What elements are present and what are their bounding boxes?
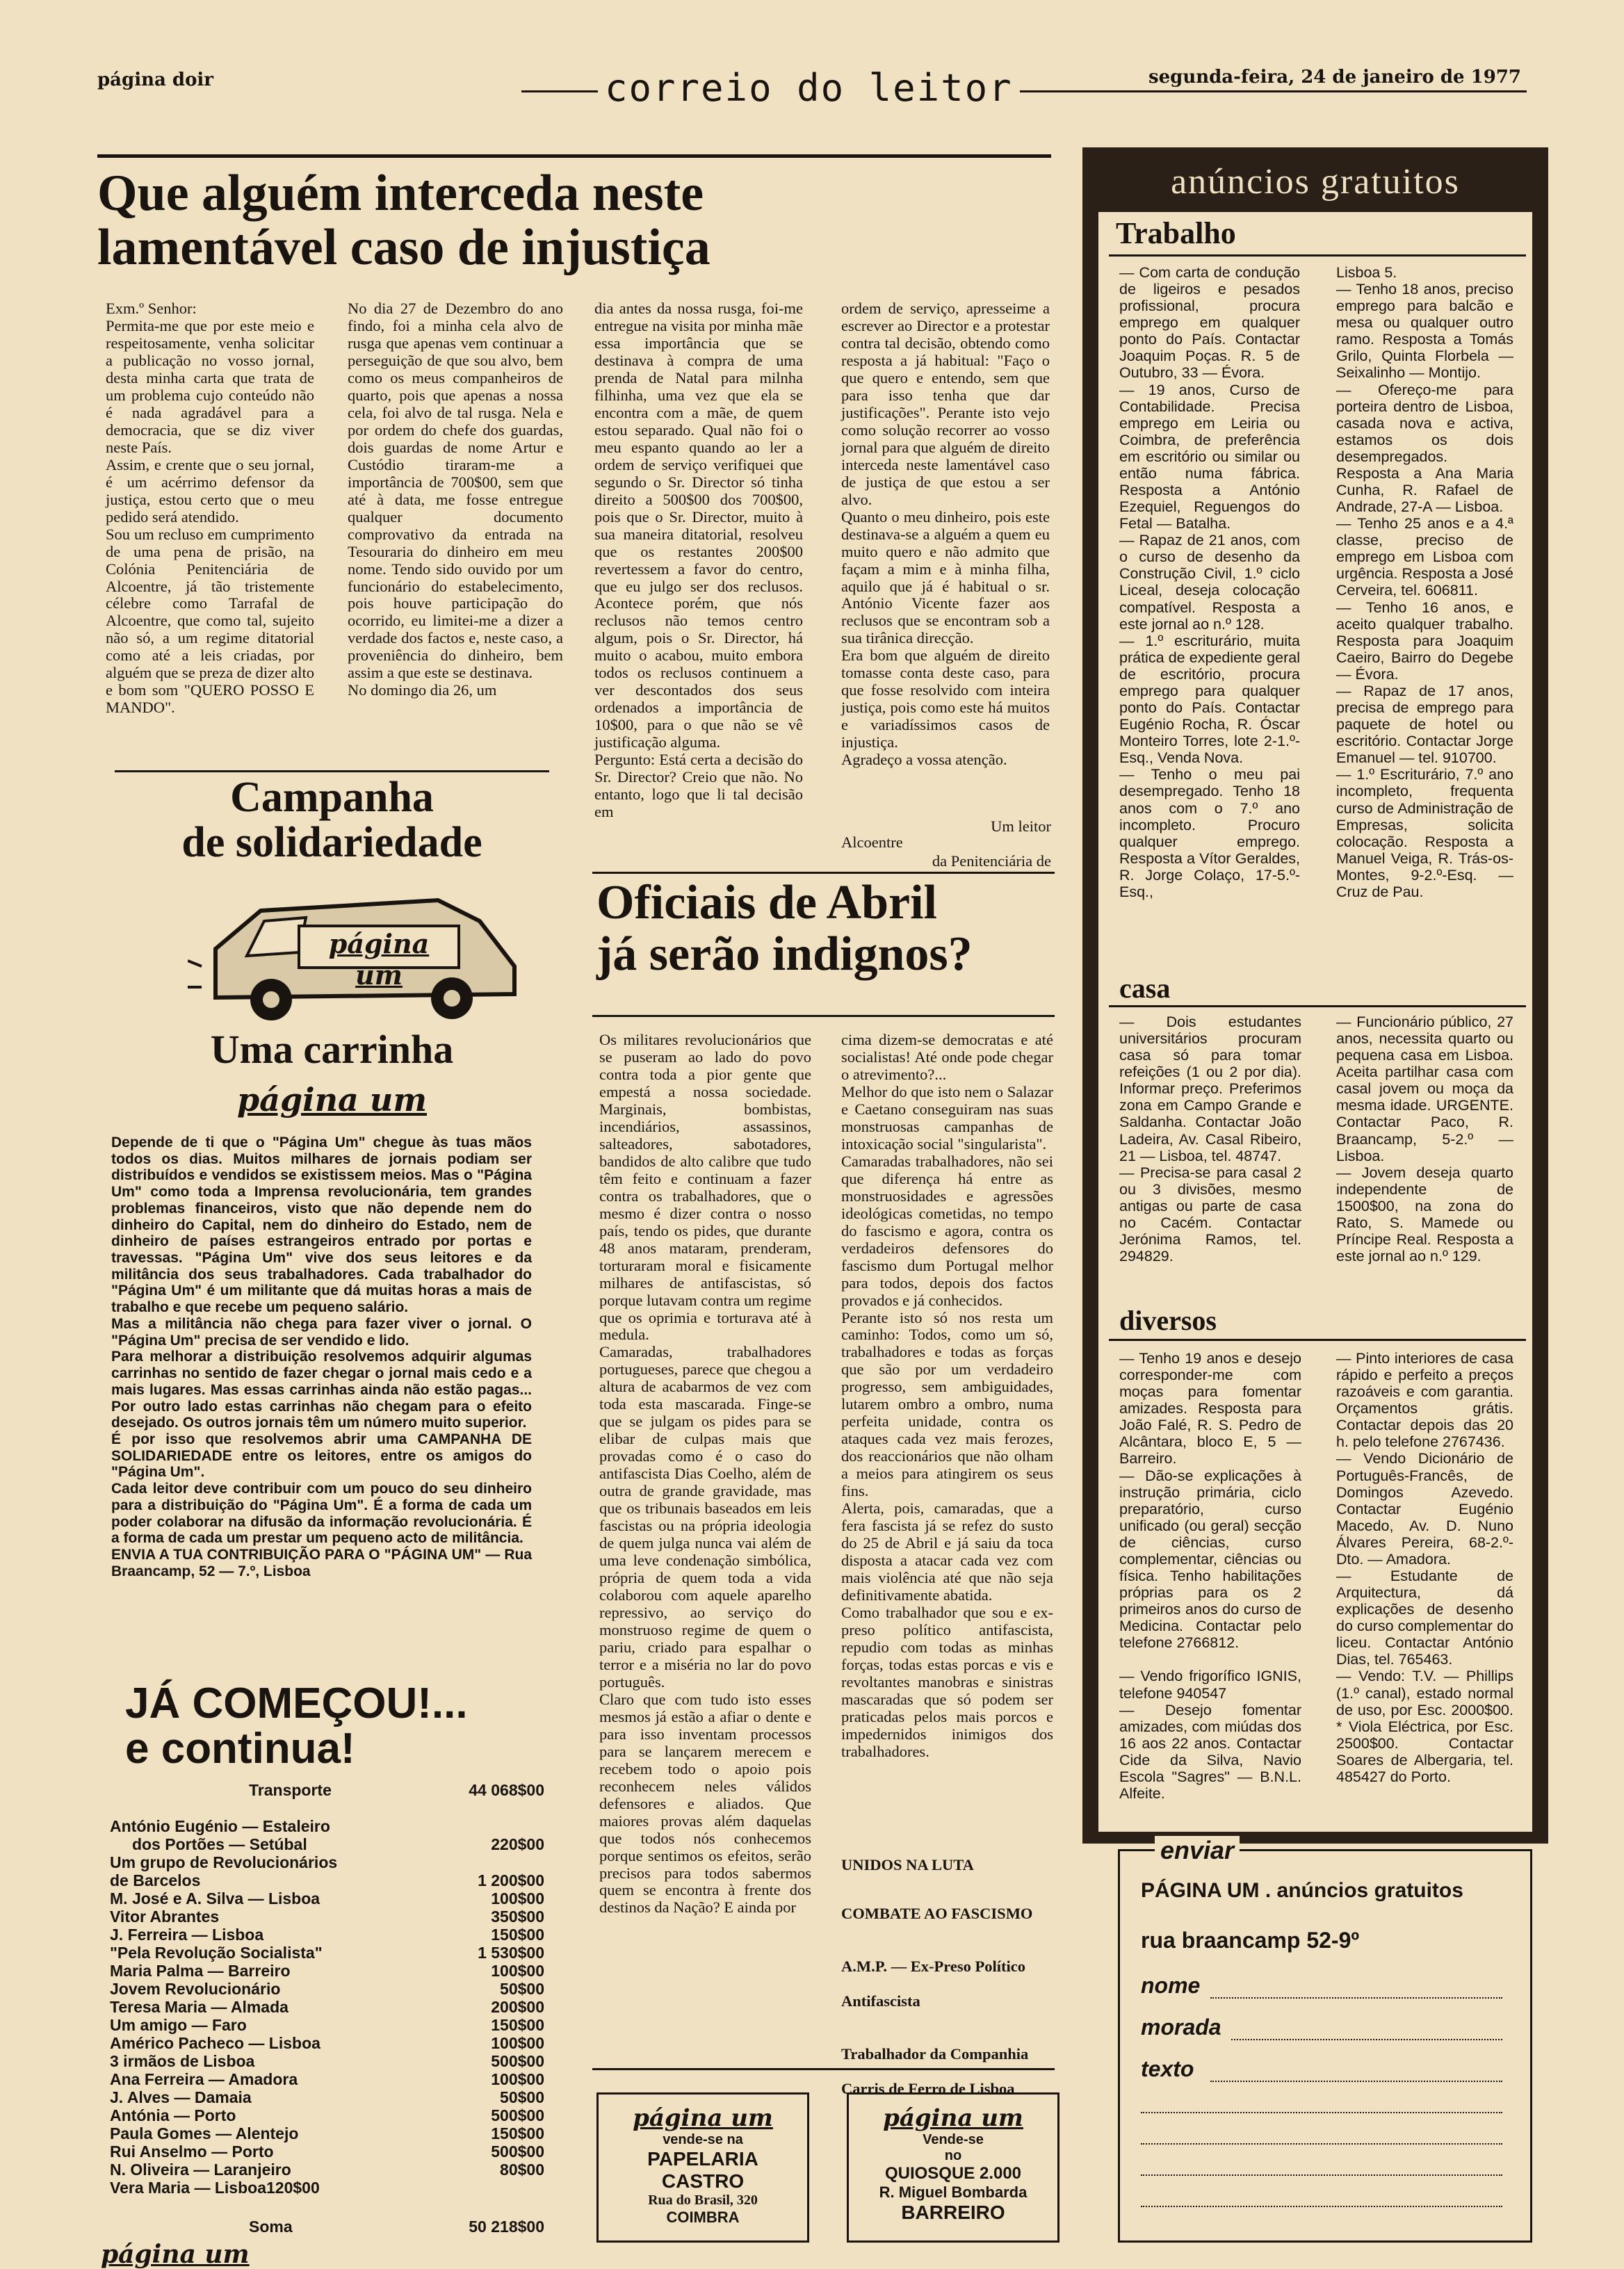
article1-col3: dia antes da nossa rusga, foi-me entregue na visita por minha mãe essa importância que se destinava à compra de uma prenda de Natal para milnha filhinha, uma vez que ela se encontra com a mãe, de quem estou separado. Qual não foi o meu espanto quando ao ler a ordem de serviço verifiquei que segundo o Sr. Director só tinha direito a 500$00 dos 700$00, pois que o Sr. Director, muito à sua maneira ditatorial, resolveu que os restantes 200$00 revertessem a favor do centro, que eu julgo ser dos reclusos. Acontece porém, que nós reclusos não temos centro algum, pois o Sr. Director, há muito o acabou, muito embora todos os reclusos continuem a ver descontados dos seus ordenados a importância de 10$00, para o que não se vê justificação alguma. Pergunto: Está certa a decisão do Sr. Director? Creio que não. No entanto, logo que li tal decisão em	[594, 300, 803, 821]
article2-head-rule	[592, 1015, 1055, 1017]
article2-headline: Oficiais de Abril já serão indignos?	[596, 876, 973, 981]
form-line-address: rua braancamp 52-9º	[1141, 1928, 1360, 1953]
ledger-row	[110, 1908, 544, 1926]
ledger-name: Paula Gomes — Alentejo	[110, 2124, 299, 2142]
ads-trabalho-rule	[1109, 254, 1526, 257]
article1-col1: Exm.º Senhor: Permita-me que por este meio e respeitosamente, venha solicitar a publicação no vosso jornal, desta minha carta que trata de um problema cujo conteúdo não é nada agradável para a democracia, que se diz viver neste País. Assim, e crente que o seu jornal, é um acérrimo defensor da justiça, estou certo que o meu pedido será atendido. Sou um recluso em cumprimento de uma pena de prisão, na Colónia Penitenciária de Alcoentre, já tão tristemente célebre como Tarrafal de Alcoentre, que como tal, sujeito não só, a um regime ditatorial como até a leis criadas, por alguém que se preza de dizer alto e bom som "QUERO POSSO E MANDO".	[106, 300, 314, 717]
ledger-row	[110, 1998, 544, 2016]
ledger-row	[110, 2034, 544, 2052]
form-text-field-5[interactable]	[1141, 2206, 1502, 2207]
ads-diversos-col2: — Pinto interiores de casa rápido e perfeito a preços razoáveis e com garantia. Orçamentos grátis. Contactar depois das 20 h. pelo telefone 2767436. — Vendo Dicionário de Português-Francês, de Domingos Azevedo. Contactar Eugénio Macedo, Av. D. Nuno Álvares Pereira, 68-2.º-Dto. — Amadora. — Estudante de Arquitectura, dá explicações de desenho do curso complementar do liceu. Contactar António Dias, tel. 765463. — Vendo: T.V. — Phillips (1.º canal), estado normal de uso, por Esc. 2000$00. * Viola Eléctrica, por Esc. 2500$00. Contactar Soares de Albergaria, tel. 485427 do Porto.	[1336, 1350, 1513, 1785]
ledger-value: 150$00	[491, 2124, 544, 2142]
ledger-transport: Transporte 44 068$00	[249, 1781, 544, 1799]
ledger-row	[110, 1817, 544, 1835]
ads-section-casa: casa	[1119, 973, 1171, 1004]
form-text-field-1[interactable]	[1210, 2081, 1502, 2082]
ledger-value: 100$00	[491, 1889, 544, 1908]
ledger-name: António Eugénio — Estaleiro	[110, 1817, 330, 1835]
ledger-row	[110, 2016, 544, 2034]
shop-box-coimbra: página um vende-se na PAPELARIA CASTRO Rua do Brasil, 320 COIMBRA	[596, 2092, 809, 2243]
ledger-value: 100$00	[491, 2034, 544, 2052]
footer-logo: página um	[101, 2240, 250, 2269]
ledger-row	[110, 2179, 544, 2197]
ads-section-diversos: diversos	[1119, 1305, 1217, 1336]
ledger-row	[110, 2106, 544, 2124]
ledger-value: 1 200$00	[478, 1871, 544, 1889]
campaign-body: Depende de ti que o "Página Um" chegue às tuas mãos todos os dias. Muitos milhares de jornais podiam ser distribuídos e vendidos se existissem meios. Mas o "Página Um" como toda a Imprensa revolucionária, tem grandes problemas financeiros, visto que não depende nem do dinheiro do Capital, nem do dinheiro do Estado, nem de dinheiro de países estrangeiros entrado por portas e travessas. "Página Um" vive dos seus leitores e da militância dos seus trabalhadores. Cada trabalhador do "Página Um" é um militante que dá muitas horas a mais de trabalho e que recebe um pequeno salário. Mas a militância não chega para fazer viver o jornal. O "Página Um" precisa de ser vendido e lido. Para melhorar a distribuição resolvemos adquirir algumas carrinhas no sentido de fazer chegar o jornal mais cedo e a mais lugares. Mas essas carrinhas ainda não estão pagas... Por outro lado estas carrinhas não chegam para o efeito desejado. Os outros jornais têm um número muito superior. É por isso que resolvemos abrir uma CAMPANHA DE SOLIDARIEDADE entre os leitores, entre os amigos do "Página Um". Cada leitor deve contribuir com um pouco do seu dinheiro para a distribuição do "Página Um". É a forma de cada um poder colaborar na difusão da informação revolucionária. É a forma de cada um prestar um pequeno acto de militância. ENVIA A TUA CONTRIBUIÇÃO PARA O "PÁGINA UM" — Rua Braancamp, 52 — 7.º, Lisboa	[111, 1134, 532, 1579]
ledger-name: Maria Palma — Barreiro	[110, 1962, 291, 1980]
ads-trabalho-col2: Lisboa 5. — Tenho 18 anos, preciso emprego para balcão e mesa ou qualquer outro ramo. Resposta a Tomás Grilo, Quinta Florbela — Seixalinho — Montijo. — Ofereço-me para porteira dentro de Lisboa, casada nova e activa, estamos os dois desempregados. Resposta a Ana Maria Cunha, R. Rafael de Andrade, 27-A — Lisboa. — Tenho 25 anos e a 4.ª classe, preciso de emprego em Lisboa com urgência. Resposta a José Cerveira, tel. 606811. — Tenho 16 anos, e aceito qualquer trabalho. Resposta para Joaquim Caeiro, Bairro do Degebe — Évora. — Rapaz de 17 anos, precisa de emprego para paquete de hotel ou escritório. Contactar Jorge Emanuel — tel. 910700. — 1.º Escriturário, 7.º ano incompleto, frequenta curso de Administração de Empresas, solicita colocação. Resposta a Manuel Veiga, R. Trás-os-Montes, 9-2.º-Esq. — Cruz de Pau.	[1336, 264, 1513, 900]
issue-date: segunda-feira, 24 de janeiro de 1977	[1148, 67, 1521, 88]
ads-casa-col1: — Dois estudantes universitários procuram casa só para tomar refeições (1 ou 2 por dia). Informar preço. Preferimos zona em Campo Grande e Saldanha. Contactar João Ladeira, Av. Casal Ribeiro, 21 — Lisboa, tel. 48747. — Precisa-se para casal 2 ou 3 divisões, mesmo antigas ou parte de casa no Cacém. Contactar Jerónima Ramos, tel. 294829.	[1119, 1014, 1301, 1265]
form-title: enviar	[1155, 1836, 1240, 1865]
ledger-value: 50$00	[500, 1980, 544, 1998]
article2-col1: Os militares revolucionários que se puseram ao lado do povo contra toda a pior gente que empestá a nossa sociedade. Marginais, bombistas, incendiários, assassinos, salteadores, sabotadores, bandidos de alto calibre que tudo têm feito e continuam a fazer contra os trabalhadores, que o mesmo é dizer contra o nosso país, tendo os pides, que durante 48 anos mataram, prenderam, torturaram moral e fisicamente milhares de antifascistas, só porque lutavam contra um regime que os oprimia e torturava até à medula. Camaradas, trabalhadores portugueses, parece que chegou a altura de acabarmos de vez com toda esta mascarada. Finge-se que se julgam os pides para se elibar de culpas mais que provadas como é o caso do antifascista Dias Coelho, além de outra de grande gravidade, mas que os tribunais baseados em leis fascistas ou na própria ideologia de quem julga nunca vai além de uma leve condenação simbólica, própria de quem toda a vida colaborou com aquele aparelho repressivo, ao serviço do monstruoso regime de quem o pariu, criado para espalhar o terror e a miséria no lar do povo português. Claro que com tudo isto esses mesmos já estão a afiar o dente e para isso inventam processos para se lançarem merecem e recebem todo o apoio pois reconhecem neles válidos defensores e aliados. Que maiores provas além daquelas que todos nós conhecemos porque sentimos os efeitos, serão precisos para todos sabermos quem se encontra à frente dos destinos da Nação? E ainda por	[599, 1031, 811, 1917]
ads-diversos-col1: — Tenho 19 anos e desejo corresponder-me com moças para fomentar amizades. Resposta para João Falé, R. S. Pedro de Alcântara, bloco E, 5 — Barreiro. — Dão-se explicações à instrução primária, ciclo preparatório, curso unificado (ou geral) secção de ciências, curso complementar, ciências ou física. Tenho habilitações próprias para os 2 primeiros anos do curso de Medicina. Contactar pelo telefone 2766812. — Vendo frigorífico IGNIS, telefone 940547 — Desejo fomentar amizades, com miúdas dos 16 aos 22 anos. Contactar Cide da Silva, Navio Escola "Sagres" — B.N.L. Alfeite.	[1119, 1350, 1301, 1803]
ledger-name: Vitor Abrantes	[110, 1908, 220, 1926]
ledger-value: 50$00	[500, 2088, 544, 2106]
ledger-name: Teresa Maria — Almada	[110, 1998, 289, 2016]
ads-trabalho-col1: — Com carta de condução de ligeiros e pesados profissional, procura emprego em qualquer ponto do País. Contactar Joaquim Poças. R. 5 de Outubro, 33 — Évora. — 19 anos, Curso de Contabilidade. Precisa emprego em Leiria ou Coimbra, de preferência em escritório ou similar ou então numa fábrica. Resposta a António Ezequiel, Reguengos do Fetal — Batalha. — Rapaz de 21 anos, com o curso de desenho da Construção Civil, 1.º ciclo Liceal, deseja colocação compatível. Resposta a este jornal ao n.º 128. — 1.º escriturário, muita prática de expediente geral de escritório, procura emprego para qualquer ponto do País. Contactar Eugénio Rocha, R. Óscar Monteiro Torres, lote 2-1.º-Esq., Venda Nova. — Tenho o meu pai desempregado. Tenho 18 anos com o 7.º ano incompleto. Procuro qualquer emprego. Resposta a Vítor Geraldes, R. Jorge Colaço, 17-5.º-Esq.,	[1119, 264, 1300, 900]
article1-col4: ordem de serviço, apresseime a escrever ao Director e a protestar contra tal decisão, obtendo como resposta a já habitual: "Faço o que quero e entendo, sem que para isso tenha que dar justificações". Perante isto vejo como solução recorrer ao vosso jornal para que alguém de direito interceda neste lamentável caso de justiça de que estou a ser alvo. Quanto o meu dinheiro, pois este destinava-se a alguém a quem eu muito quero e não admito que façam a mim e à minha filha, aquilo que já é habitual o sr. António Vicente fazer aos reclusos que se encontram sob a sua tirânica direcção. Era bom que alguém de direito tomasse conta deste caso, para que fosse resolvido com inteira justiça, pois como este há muitos e variadíssimos casos de injustiça. Agradeço a vossa atenção.	[841, 300, 1050, 769]
ledger-name: Rui Anselmo — Porto	[110, 2142, 274, 2161]
ledger-row	[110, 2088, 544, 2106]
ledger-value: 150$00	[491, 2016, 544, 2034]
campaign-top-rule	[115, 770, 549, 772]
ledger-name: Um grupo de Revolucionários	[110, 1853, 338, 1871]
van-logo-text: página um	[328, 928, 430, 991]
campaign-ledger	[110, 1781, 544, 2236]
ledger-row	[110, 2161, 544, 2179]
ledger-name: M. José e A. Silva — Lisboa	[110, 1889, 320, 1908]
ledger-row	[110, 1835, 544, 1853]
ledger-row	[110, 2142, 544, 2161]
article1-signature: Um leitor da Penitenciária de	[932, 817, 1051, 870]
campaign-subhead: Uma carrinha	[210, 1027, 454, 1072]
ledger-row	[110, 1980, 544, 1998]
article1-headline: Que alguém interceda neste lamentável caso de injustiça	[97, 165, 710, 276]
form-name-label: nome	[1141, 1973, 1201, 1998]
ledger-value: 200$00	[491, 1998, 544, 2016]
ledger-name: J. Alves — Damaia	[110, 2088, 252, 2106]
ledger-list	[110, 1817, 544, 2197]
ledger-name: Ana Ferreira — Amadora	[110, 2070, 298, 2088]
ledger-row	[110, 2052, 544, 2070]
ledger-name: Um amigo — Faro	[110, 2016, 247, 2034]
form-address-field[interactable]	[1231, 2039, 1502, 2040]
article1-signature-place: Alcoentre	[841, 833, 903, 851]
ledger-name: Jovem Revolucionário	[110, 1980, 281, 1998]
ledger-name: 3 irmãos de Lisboa	[110, 2052, 255, 2070]
ledger-row	[110, 1926, 544, 1944]
ledger-row	[110, 1962, 544, 1980]
article1-top-rule	[97, 154, 1051, 158]
ledger-value: 500$00	[491, 2106, 544, 2124]
ledger-value: 100$00	[491, 1962, 544, 1980]
ledger-row	[110, 2070, 544, 2088]
form-name-field[interactable]	[1210, 1997, 1502, 1999]
ledger-name: "Pela Revolução Socialista"	[110, 1944, 323, 1962]
article1-col2: No dia 27 de Dezembro do ano findo, foi a minha cela alvo de rusga que apenas vem continuar a perseguição de que sou alvo, bem como os meus companheiros de quarto, pois que apenas a nossa cela, foi alvo de tal rusga. Nela e por ordem do chefe dos guardas, dois guardas de nome Artur e Custódio tiraram-me a importância de 700$00, sem que até à data, me fosse entregue qualquer documento comprovativo da entrada na Tesouraria do dinheiro em meu nome. Tendo sido ouvido por um funcionário do estabelecimento, pois houve participação do ocorrido, eu limitei-me a dizer a verdade dos factos e, neste caso, a proveniência do dinheiro, bem assim a que este se destinava. No domingo dia 26, um	[348, 300, 563, 699]
ledger-row	[110, 1944, 544, 1962]
article2-slogans: UNIDOS NA LUTA COMBATE AO FASCISMO A.M.P. — Ex-Preso Político Antifascista Trabalhador da Companhia Carris de Ferro de Lisboa	[841, 1855, 1033, 2097]
ledger-name: N. Oliveira — Laranjeiro	[110, 2161, 291, 2179]
form-address-label: morada	[1141, 2015, 1221, 2040]
form-text-label: texto	[1141, 2056, 1194, 2081]
shop-box-barreiro: página um Vende-se no QUIOSQUE 2.000 R. Miguel Bombarda BARREIRO	[847, 2092, 1059, 2243]
ledger-row	[110, 1889, 544, 1908]
ads-casa-col2: — Funcionário público, 27 anos, necessita quarto ou pequena casa em Lisboa. Aceita partilhar casa com casal jovem ou moça da mesma idade. URGENTE. Contactar Paco, R. Braancamp, 5-2.º — Lisboa. — Jovem deseja quarto independente de 1500$00, na zona do Rato, S. Mamede ou Príncipe Real. Resposta a este jornal ao n.º 129.	[1336, 1014, 1513, 1265]
article2-top-rule	[592, 872, 1055, 874]
ads-casa-rule	[1109, 1005, 1526, 1007]
form-text-field-2[interactable]	[1141, 2112, 1502, 2113]
ads-diversos-rule	[1109, 1339, 1526, 1341]
campaign-logo: página um	[237, 1081, 427, 1119]
ledger-name: J. Ferreira — Lisboa	[110, 1926, 264, 1944]
ads-title: anúncios gratuitos	[1171, 162, 1460, 202]
ledger-name: de Barcelos	[110, 1871, 201, 1889]
section-title: correio do leitor	[598, 66, 1020, 110]
ledger-value: 220$00	[491, 1835, 544, 1853]
ledger-value: 500$00	[491, 2052, 544, 2070]
form-text-field-3[interactable]	[1141, 2143, 1502, 2145]
ledger-name: Vera Maria — Lisboa120$00	[110, 2179, 320, 2197]
ledger-row	[110, 1853, 544, 1871]
ledger-value: 100$00	[491, 2070, 544, 2088]
article2-col2: cima dizem-se democratas e até socialistas! Até onde pode chegar o atrevimento?... Melhor do que isto nem o Salazar e Caetano conseguiram nas suas monstruosas campanhas de intoxicação social "singularista". Camaradas trabalhadores, não sei que diferença há entre as monstruosidades e agressões ideológicas cometidas, no tempo do fascismo e agora, contra os verdadeiros defensores do fascismo dum Portugal melhor para todos, depois dos factos provados e já conhecidos. Perante isto só nos resta um caminho: Todos, como um só, trabalhadores e todas as forças que são por um verdadeiro progresso, sem ambiguidades, lutarem ombro a ombro, numa perfeita unidade, contra os ataques cada vez mais ferozes, dos reaccionários que não olham a meios para atingirem os seus fins. Alerta, pois, camaradas, que a fera fascista já se refez do susto do 25 de Abril e já saiu da toca disposta a atacar cada vez com mais violência até que não seja definitivamente abatida. Como trabalhador que sou e ex-preso político antifascista, repudio com todas as minhas forças, todas estas porcas e vis e revoltantes manobras e sinistras mascaradas que só podem ser praticadas pelos mais porcos e impedernidos inimigos dos trabalhadores.	[841, 1031, 1053, 1760]
campaign-van-illustration	[188, 883, 535, 1029]
ledger-row	[110, 1871, 544, 1889]
ledger-name: dos Portões — Setúbal	[110, 1835, 307, 1853]
ledger-value: 150$00	[491, 1926, 544, 1944]
ledger-row	[110, 2124, 544, 2142]
form-text-field-4[interactable]	[1141, 2174, 1502, 2176]
ad-submission-form	[1118, 1836, 1532, 2243]
form-line-paper: PÁGINA UM . anúncios gratuitos	[1141, 1879, 1463, 1902]
ledger-value: 80$00	[500, 2161, 544, 2179]
ledger-value: 500$00	[491, 2142, 544, 2161]
campaign-headline: Campanha de solidariedade	[181, 774, 482, 867]
campaign-started: JÁ COMEÇOU!... e continua!	[125, 1680, 468, 1773]
shops-top-rule	[592, 2068, 1055, 2070]
ledger-total: Soma 50 218$00	[249, 2218, 544, 2236]
page-label: página doir	[97, 70, 213, 90]
ledger-value: 1 530$00	[478, 1944, 544, 1962]
ledger-name: Antónia — Porto	[110, 2106, 236, 2124]
ledger-value: 350$00	[491, 1908, 544, 1926]
ads-section-trabalho: Trabalho	[1116, 216, 1236, 250]
ledger-name: Américo Pacheco — Lisboa	[110, 2034, 320, 2052]
